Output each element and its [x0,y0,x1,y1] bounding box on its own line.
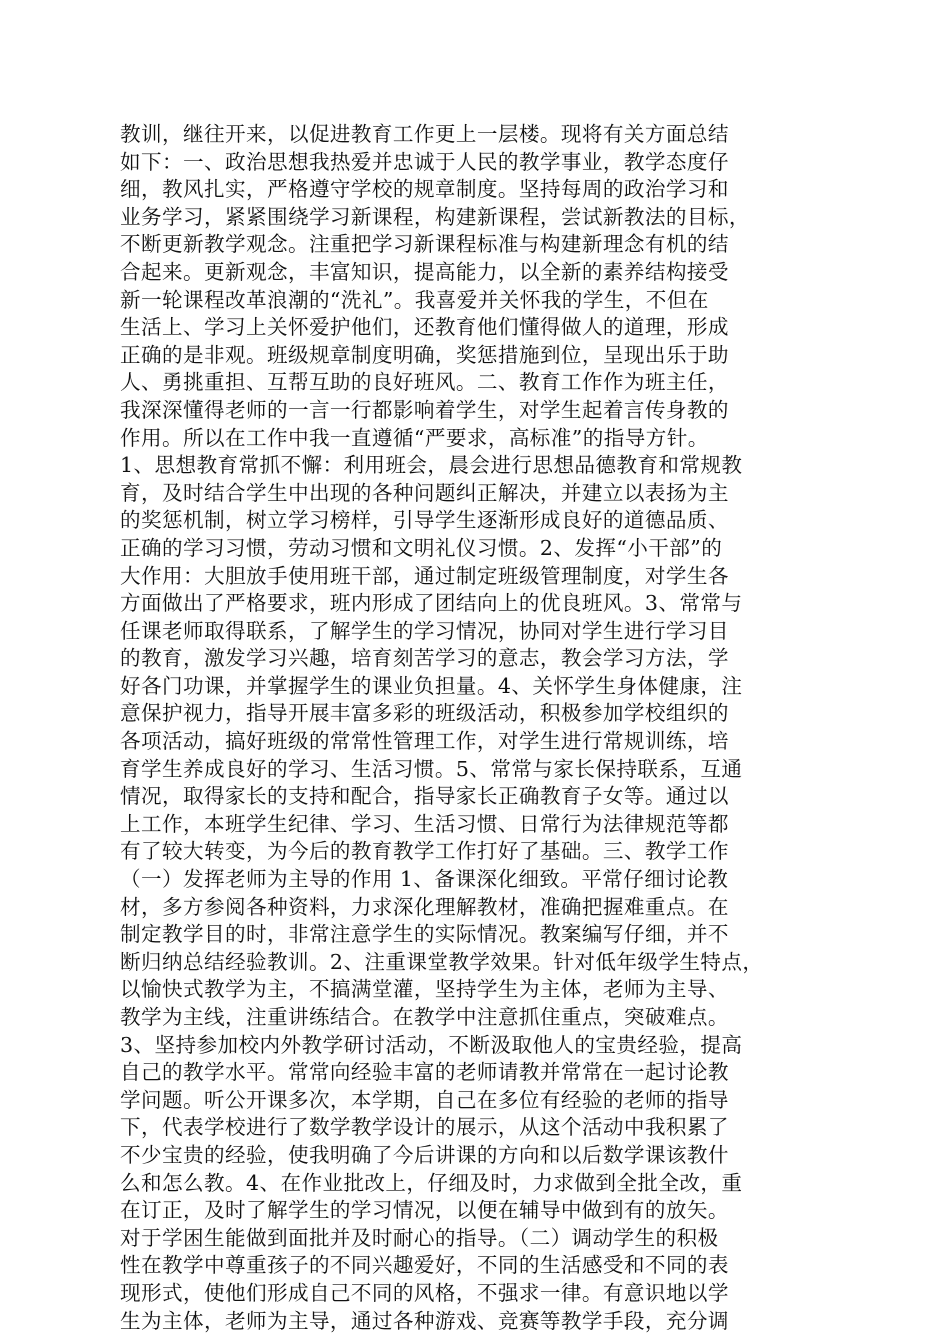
text-line: 正确的是非观。班级规章制度明确，奖惩措施到位，呈现出乐于助 [120,342,729,367]
text-line: 的教育，激发学习兴趣，培育刻苦学习的意志，教会学习方法，学 [120,646,729,671]
text-line: 有了较大转变，为今后的教育教学工作打好了基础。三、教学工作 [120,839,729,864]
text-line: 生为主体，老师为主导，通过各种游戏、竞赛等教学手段，充分调 [120,1308,729,1333]
text-line: 育，及时结合学生中出现的各种问题纠正解决，并建立以表扬为主 [120,480,729,505]
text-line: 3、坚持参加校内外教学研讨活动，不断汲取他人的宝贵经验，提高 [120,1032,743,1057]
text-line: 不少宝贵的经验，使我明确了今后讲课的方向和以后数学课该教什 [120,1142,729,1167]
text-line: 1、思想教育常抓不懈：利用班会，晨会进行思想品德教育和常规教 [120,453,743,478]
text-line: 自己的教学水平。常常向经验丰富的老师请教并常常在一起讨论教 [120,1060,729,1085]
text-line: 性在教学中尊重孩子的不同兴趣爱好，不同的生活感受和不同的表 [120,1253,729,1278]
text-line: 正确的学习习惯，劳动习惯和文明礼仪习惯。2、发挥“小干部”的 [120,535,723,560]
text-line: 教训，继往开来，以促进教育工作更上一层楼。现将有关方面总结 [120,122,729,146]
body-text [120,121,832,1335]
text-line: 教学为主线，注重讲练结合。在教学中注意抓住重点，突破难点。 [120,1005,729,1029]
text-line: 细，教风扎实，严格遵守学校的规章制度。坚持每周的政治学习和 [120,177,729,202]
text-line: 不断更新教学观念。注重把学习新课程标准与构建新理念有机的结 [120,232,729,257]
text-line: 以愉快式教学为主，不搞满堂灌，坚持学生为主体，老师为主导、 [120,977,729,1002]
text-line: 任课老师取得联系，了解学生的学习情况，协同对学生进行学习目 [120,618,729,643]
text-line: 我深深懂得老师的一言一行都影响着学生，对学生起着言传身教的 [120,397,729,422]
text-line: 制定教学目的时，非常注意学生的实际情况。教案编写仔细，并不 [120,922,729,947]
text-line: 新一轮课程改革浪潮的“洗礼”。我喜爱并关怀我的学生，不但在 [120,287,709,312]
text-line: 方面做出了严格要求，班内形成了团结向上的优良班风。3、常常与 [120,591,743,616]
text-line: 么和怎么教。4、在作业批改上，仔细及时，力求做到全批全改，重 [120,1170,743,1195]
text-line: 意保护视力，指导开展丰富多彩的班级活动，积极参加学校组织的 [120,701,729,726]
text-line: 对于学困生能做到面批并及时耐心的指导。（二）调动学生的积极 [120,1225,719,1250]
text-line: 合起来。更新观念，丰富知识，提高能力，以全新的素养结构接受 [120,259,729,284]
text-line: 作用。所以在工作中我一直遵循“严要求，高标准”的指导方针。 [120,425,709,450]
text-line: 上工作，本班学生纪律、学习、生活习惯、日常行为法律规范等都 [120,811,729,836]
text-line: 大作用：大胆放手使用班干部，通过制定班级管理制度，对学生各 [120,563,729,588]
text-line: 现形式，使他们形成自己不同的风格，不强求一律。有意识地以学 [120,1280,729,1305]
text-line: 如下：一、政治思想我热爱并忠诚于人民的教学事业，教学态度仔 [120,149,729,174]
text-line: 在订正，及时了解学生的学习情况，以便在辅导中做到有的放矢。 [120,1198,729,1223]
text-line: （一）发挥老师为主导的作用 1、备课深化细致。平常仔细讨论教 [120,867,729,892]
text-line: 材，多方参阅各种资料，力求深化理解教材，准确把握难重点。在 [120,894,729,919]
text-line: 断归纳总结经验教训。2、注重课堂教学效果。针对低年级学生特点， [120,949,764,974]
text-line: 业务学习，紧紧围绕学习新课程，构建新课程，尝试新教法的目标， [120,204,750,229]
text-line: 的奖惩机制，树立学习榜样，引导学生逐渐形成良好的道德品质、 [120,508,729,533]
text-line: 好各门功课，并掌握学生的课业负担量。4、关怀学生身体健康，注 [120,673,743,698]
text-line: 人、勇挑重担、互帮互助的良好班风。二、教育工作作为班主任， [120,370,729,395]
text-line: 学问题。听公开课多次，本学期，自己在多位有经验的老师的指导 [120,1087,729,1112]
text-line: 下，代表学校进行了数学教学设计的展示，从这个活动中我积累了 [120,1115,729,1140]
text-line: 情况，取得家长的支持和配合，指导家长正确教育子女等。通过以 [120,784,729,809]
text-line: 育学生养成良好的学习、生活习惯。5、常常与家长保持联系，互通 [120,756,743,781]
text-line: 各项活动，搞好班级的常常性管理工作，对学生进行常规训练，培 [120,729,729,754]
text-line: 生活上、学习上关怀爱护他们，还教育他们懂得做人的道理，形成 [120,315,729,340]
